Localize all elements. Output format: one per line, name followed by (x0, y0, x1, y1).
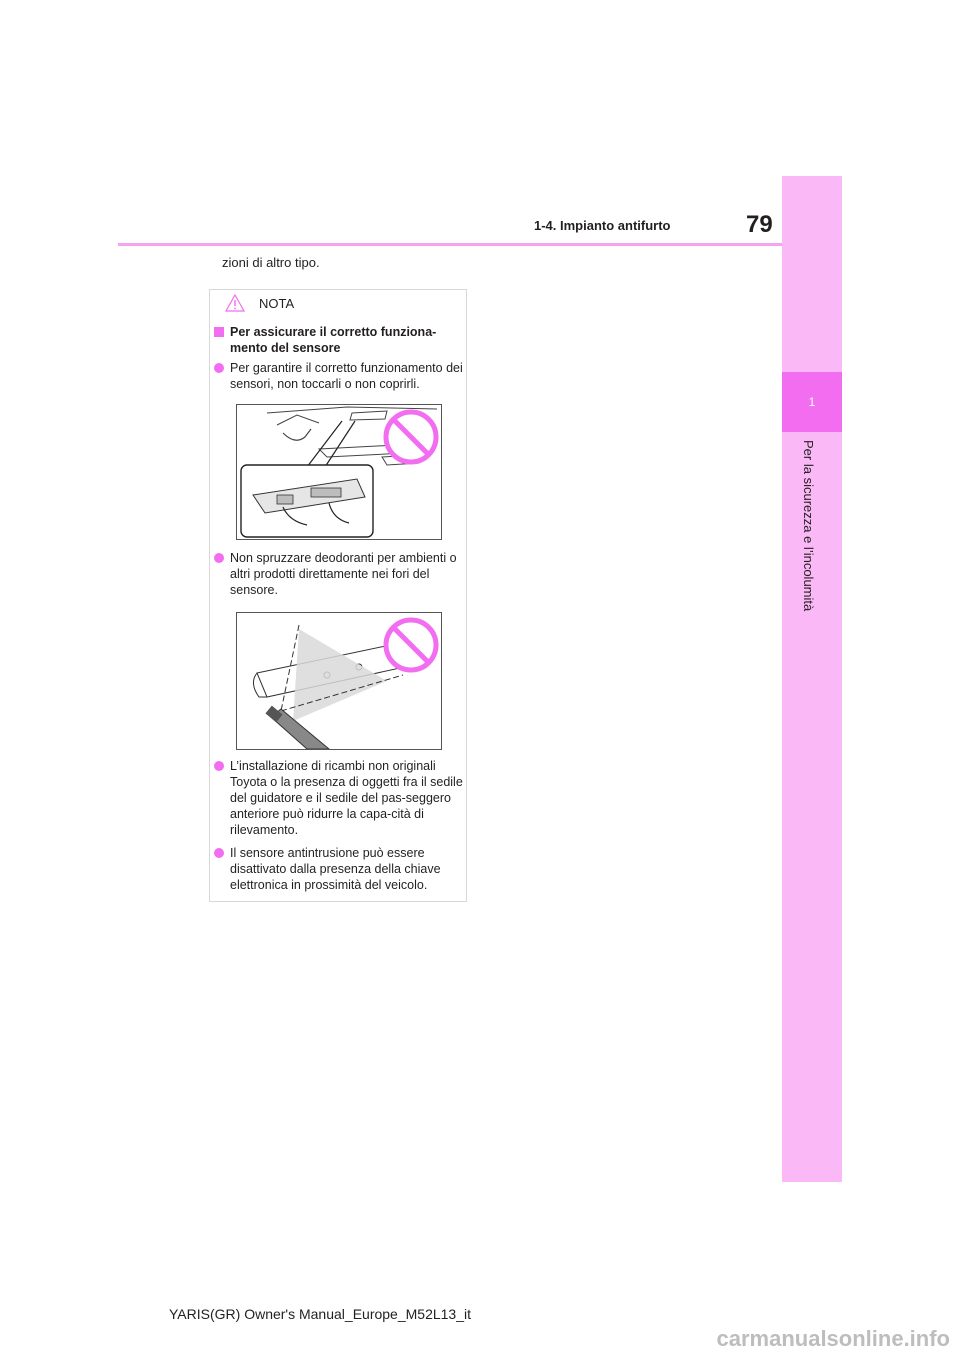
chapter-side-tab (782, 176, 842, 1182)
list-item (214, 550, 464, 598)
bullet-dot-icon (214, 553, 224, 563)
section-heading (214, 324, 459, 356)
prohibition-icon (386, 620, 436, 670)
spray-sensor-drawing (237, 613, 441, 749)
list-item (214, 360, 464, 392)
watermark: carmanualsonline.info (716, 1326, 950, 1351)
bullet-dot-icon (214, 761, 224, 771)
section-title: 1-4. Impianto antifurto (534, 218, 671, 233)
spray-illustration (236, 612, 442, 750)
list-item (214, 845, 464, 893)
ceiling-sensor-drawing (237, 405, 441, 539)
bullet-text: Per garantire il corretto funzionamento dei sensori, non toccarli o non coprirli. (230, 361, 463, 391)
bullet-text: L’installazione di ricambi non originali Toyota o la presenza di oggetti fra il sedile del guidatore e il sedile del pas-seggero anteriore può ridurre la capa-cità di rilevamento. (230, 759, 463, 837)
chapter-label: Per la sicurezza e l’incolumità (801, 440, 816, 612)
header-divider (118, 243, 782, 246)
page-number: 79 (746, 211, 773, 238)
nota-box (209, 289, 467, 902)
square-bullet-icon (214, 327, 224, 337)
bullet-dot-icon (214, 363, 224, 373)
chapter-number-tab: 1 (782, 372, 842, 432)
warning-triangle-icon (225, 294, 245, 312)
bullet-text: Non spruzzare deodoranti per ambienti o altri prodotti direttamente nei fori del sensore. (230, 551, 457, 597)
section-heading-text: Per assicurare il corretto funziona-mento del sensore (230, 325, 437, 355)
intro-text: zioni di altro tipo. (222, 255, 320, 270)
bullet-text: Il sensore antintrusione può essere disattivato dalla presenza della chiave elettronica in prossimità del veicolo. (230, 846, 441, 892)
prohibition-icon (386, 412, 436, 462)
bullet-dot-icon (214, 848, 224, 858)
nota-header (225, 294, 294, 312)
sensor-illustration (236, 404, 442, 540)
list-item (214, 758, 464, 838)
nota-title: NOTA (259, 295, 295, 311)
footer-manual-id: YARIS(GR) Owner's Manual_Europe_M52L13_it (169, 1306, 471, 1322)
